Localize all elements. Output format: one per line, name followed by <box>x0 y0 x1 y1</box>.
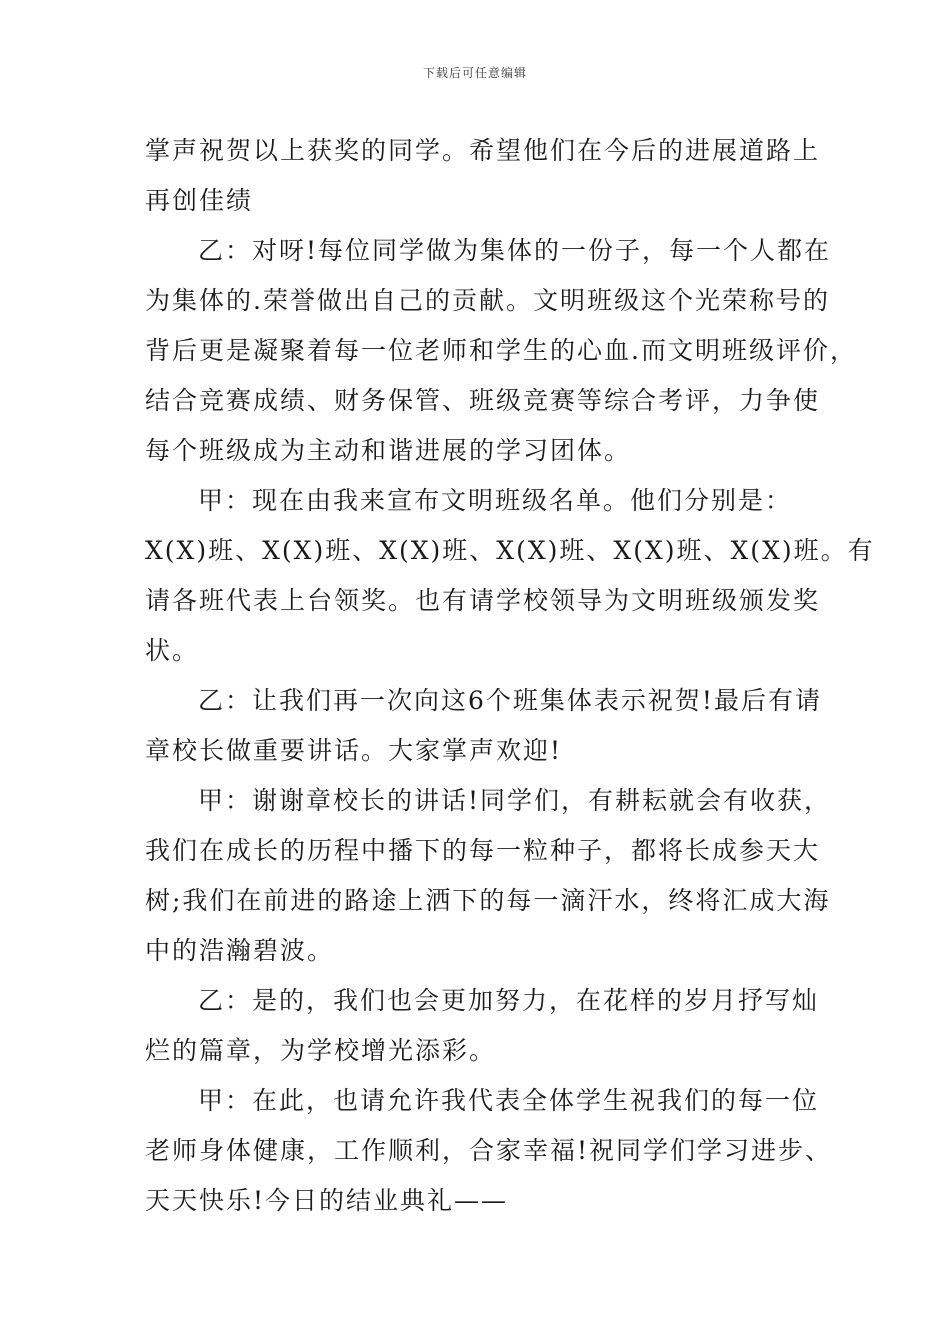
text-line: 请各班代表上台领奖。也有请学校领导为文明班级颁发奖 <box>145 586 821 615</box>
text-line: 再创佳绩 <box>145 186 254 215</box>
text-line: 老师身体健康，工作顺利，合家幸福!祝同学们学习进步、 <box>145 1136 833 1165</box>
text-line: 为集体的.荣誉做出自己的贡献。文明班级这个光荣称号的 <box>145 286 830 315</box>
text-line: 结合竞赛成绩、财务保管、班级竞赛等综合考评，力争使 <box>145 386 821 415</box>
text-line: 每个班级成为主动和谐进展的学习团体。 <box>145 436 632 465</box>
paragraph-start-line: 乙：对呀!每位同学做为集体的一份子，每一个人都在 <box>198 236 832 265</box>
paragraph-start-line: 甲：在此，也请允许我代表全体学生祝我们的每一位 <box>198 1086 820 1115</box>
text-line: 背后更是凝聚着每一位老师和学生的心血.而文明班级评价， <box>145 336 857 365</box>
text-line: 我们在成长的历程中播下的每一粒种子，都将长成参天大 <box>145 836 821 865</box>
text-line: 掌声祝贺以上获奖的同学。希望他们在今后的进展道路上 <box>145 136 821 165</box>
text-line: 树;我们在前进的路途上洒下的每一滴汗水，终将汇成大海 <box>145 886 831 915</box>
paragraph-start-line: 甲：谢谢章校长的讲话!同学们，有耕耘就会有收获， <box>198 786 832 815</box>
text-line: 中的浩瀚碧波。 <box>145 936 335 965</box>
page-header: 下载后可任意编辑 <box>422 66 527 80</box>
text-line: 天天快乐!今日的结业典礼—— <box>145 1186 509 1215</box>
text-line: 状。 <box>145 636 200 665</box>
paragraph-start-line: 乙：让我们再一次向这6个班集体表示祝贺!最后有请 <box>198 686 822 715</box>
text-line: 烂的篇章，为学校增光添彩。 <box>145 1036 497 1065</box>
document-body <box>145 126 875 1226</box>
text-line: 章校长做重要讲话。大家掌声欢迎! <box>145 736 563 765</box>
paragraph-start-line: 乙：是的，我们也会更加努力，在花样的岁月抒写灿 <box>198 986 820 1015</box>
text-line: X(X)班、X(X)班、X(X)班、X(X)班、X(X)班、X(X)班。有 <box>145 536 875 565</box>
paragraph-start-line: 甲：现在由我来宣布文明班级名单。他们分别是： <box>198 486 793 515</box>
